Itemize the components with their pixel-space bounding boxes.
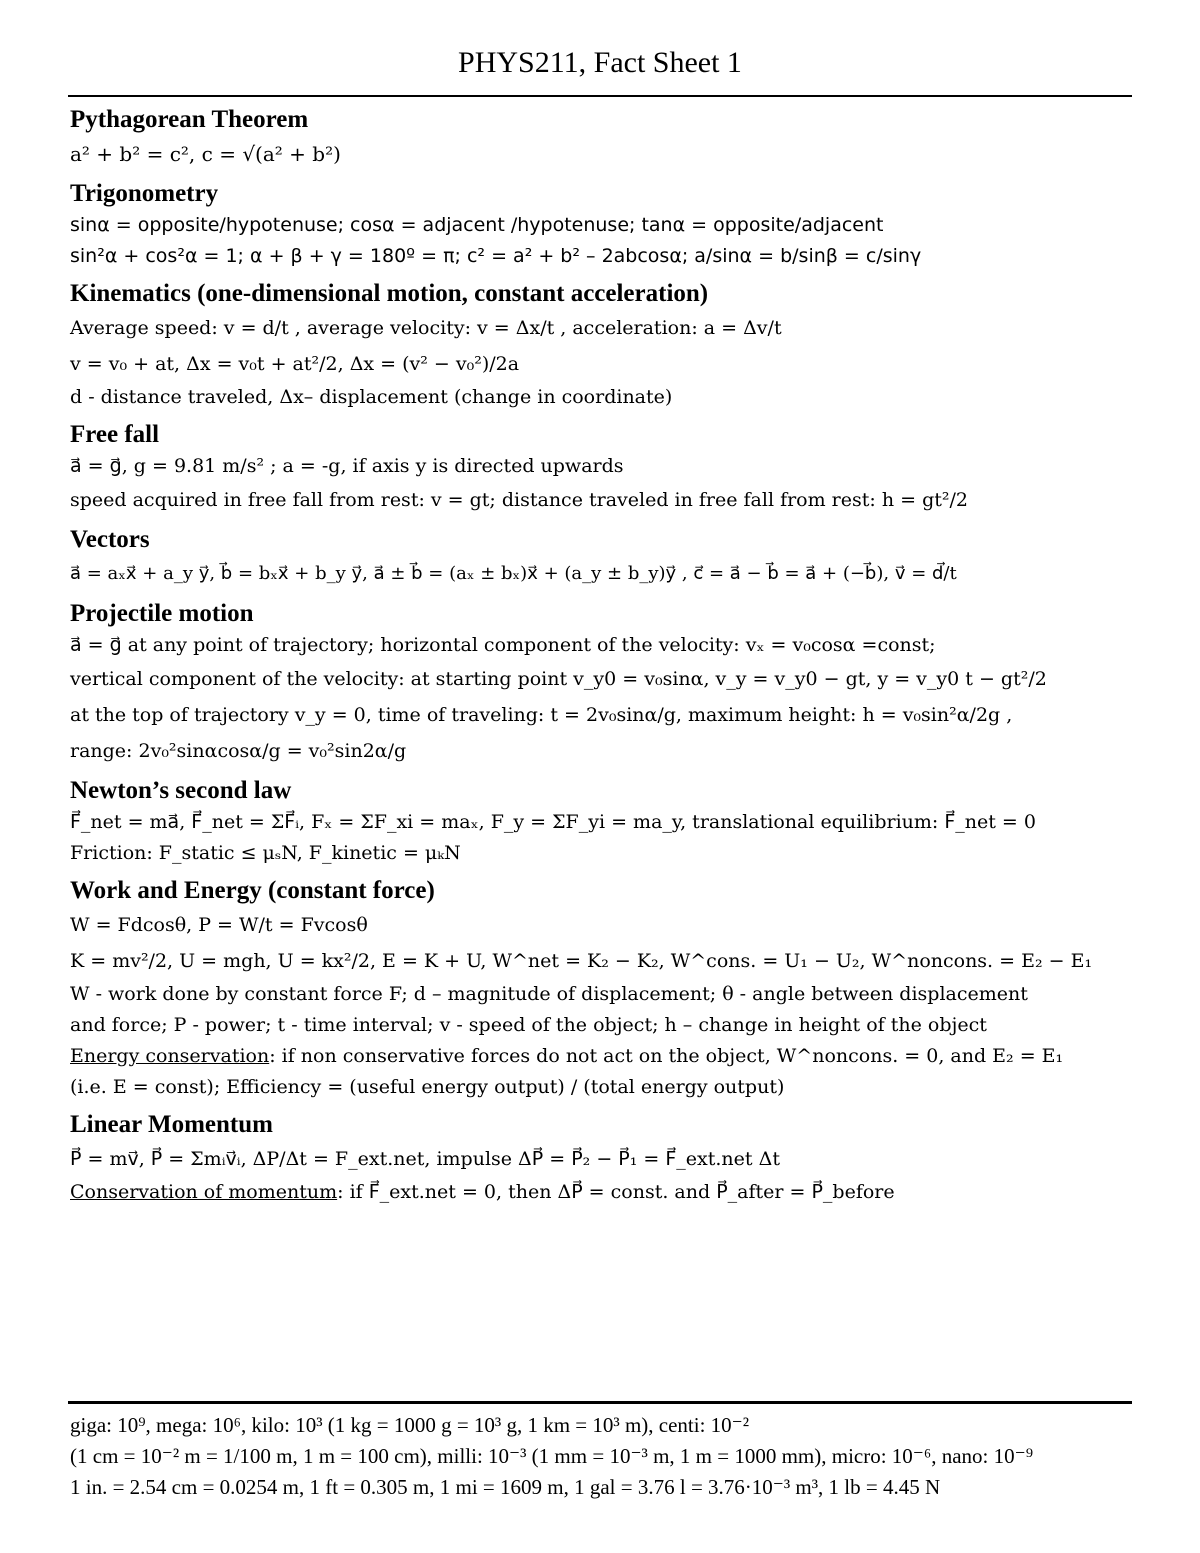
trig-identities: sin²α + cos²α = 1; α + β + γ = 180º = π; c² = a² + b² – 2abcosα; a/sinα = b/sinβ = c/sinγ [70,245,922,267]
kinematics-equations: v = v₀ + at, Δx = v₀t + at²/2, Δx = (v² − v₀²)/2a [70,353,520,375]
section-heading-free-fall: Free fall [70,421,160,448]
energy-conservation-label: Energy conservation [70,1045,270,1067]
section-heading-projectile: Projectile motion [70,600,254,627]
kinematics-note: d - distance traveled, Δx– displacement (change in coordinate) [70,386,673,408]
work-power: W = Fdcosθ, P = W/t = Fvcosθ [70,914,368,936]
prefix-line-2: (1 cm = 10⁻² m = 1/100 m, 1 m = 100 cm), milli: 10⁻³ (1 mm = 10⁻³ m, 1 m = 1000 mm), micro: 10⁻⁶, nano: 10⁻⁹ [70,1444,1034,1468]
newton-friction: Friction: F_static ≤ μₛN, F_kinetic = μₖN [70,842,461,864]
section-heading-newton: Newton’s second law [70,777,292,804]
projectile-vertical: vertical component of the velocity: at starting point v_y0 = v₀sinα, v_y = v_y0 − gt, y = v_y0 t − gt²/2 [70,668,1047,690]
pythagorean-formula: a² + b² = c², c = √(a² + b²) [70,142,341,166]
units-footer [70,1410,1132,1503]
conversion-line: 1 in. = 2.54 cm = 0.0254 m, 1 ft = 0.305 m, 1 mi = 1609 m, 1 gal = 3.76 l = 3.76·10⁻³ m³, 1 lb = 4.45 N [70,1475,941,1499]
work-energy-note-2: and force; P - power; t - time interval; v - speed of the object; h – change in height of the object [70,1014,987,1036]
section-heading-work-energy: Work and Energy (constant force) [70,877,435,904]
projectile-horizontal: a⃗ = g⃗ at any point of trajectory; horizontal component of the velocity: vₓ = v₀cosα =const; [70,634,936,656]
energy-conservation-line [70,1041,1132,1072]
free-fall-acceleration: a⃗ = g⃗, g = 9.81 m/s² ; a = -g, if axis y is directed upwards [70,455,624,477]
momentum-conservation-label: Conservation of momentum [70,1181,338,1203]
section-heading-kinematics: Kinematics (one-dimensional motion, constant acceleration) [70,280,709,307]
projectile-range: range: 2v₀²sinαcosα/g = v₀²sin2α/g [70,740,407,762]
page-title: PHYS211, Fact Sheet 1 [458,46,742,79]
sheet-content [70,106,1132,1208]
section-heading-momentum: Linear Momentum [70,1111,273,1138]
free-fall-speed-distance: speed acquired in free fall from rest: v = gt; distance traveled in free fall from rest: h = gt²/2 [70,489,968,511]
energy-formulas: K = mv²/2, U = mgh, U = kx²/2, E = K + U, W^net = K₂ − K₂, W^cons. = U₁ − U₂, W^noncons. = E₂ − E₁ [70,950,1093,972]
prefix-line-1: giga: 10⁹, mega: 10⁶, kilo: 10³ (1 kg = 1000 g = 10³ g, 1 km = 10³ m), centi: 10⁻² [70,1413,750,1437]
efficiency-line: (i.e. E = const); Efficiency = (useful energy output) / (total energy output) [70,1076,785,1098]
section-heading-pythagorean: Pythagorean Theorem [70,106,309,133]
work-energy-note-1: W - work done by constant force F; d – magnitude of displacement; θ - angle between displacement [70,983,1028,1005]
section-heading-vectors: Vectors [70,526,150,553]
projectile-top: at the top of trajectory v_y = 0, time of traveling: t = 2v₀sinα/g, maximum height: h = v₀sin²α/2g , [70,704,1013,726]
newton-second-law: F⃗_net = ma⃗, F⃗_net = ΣF⃗ᵢ, Fₓ = ΣF_xi = maₓ, F_y = ΣF_yi = ma_y, translational equilibrium: F⃗_net = 0 [70,811,1036,833]
momentum-formula: P⃗ = mv⃗, P⃗ = Σmᵢv⃗ᵢ, ΔP/Δt = F_ext.net, impulse ΔP⃗ = P⃗₂ − P⃗₁ = F⃗_ext.net Δt [70,1148,780,1170]
trig-definitions: sinα = opposite/hypotenuse; cosα = adjacent /hypotenuse; tanα = opposite/adjacent [70,214,884,236]
momentum-conservation-line [70,1177,1132,1208]
section-heading-trigonometry: Trigonometry [70,180,219,207]
header-divider [68,95,1132,97]
kinematics-average-quantities: Average speed: v = d/t , average velocity: v = Δx/t , acceleration: a = Δv/t [70,317,782,339]
footer-divider [68,1401,1132,1404]
momentum-conservation-text: : if F⃗_ext.net = 0, then ΔP⃗ = const. and P⃗_after = P⃗_before [337,1181,895,1203]
vectors-formula: a⃗ = aₓx⃗ + a_y y⃗, b⃗ = bₓx⃗ + b_y y⃗, a⃗ ± b⃗ = (aₓ ± bₓ)x⃗ + (a_y ± b_y)y⃗ , c⃗ = a⃗ − b⃗ = a⃗ + (−b⃗), v⃗ = d⃗/t [70,563,957,584]
energy-conservation-text: : if non conservative forces do not act on the object, W^noncons. = 0, and E₂ = E₁ [269,1045,1064,1067]
